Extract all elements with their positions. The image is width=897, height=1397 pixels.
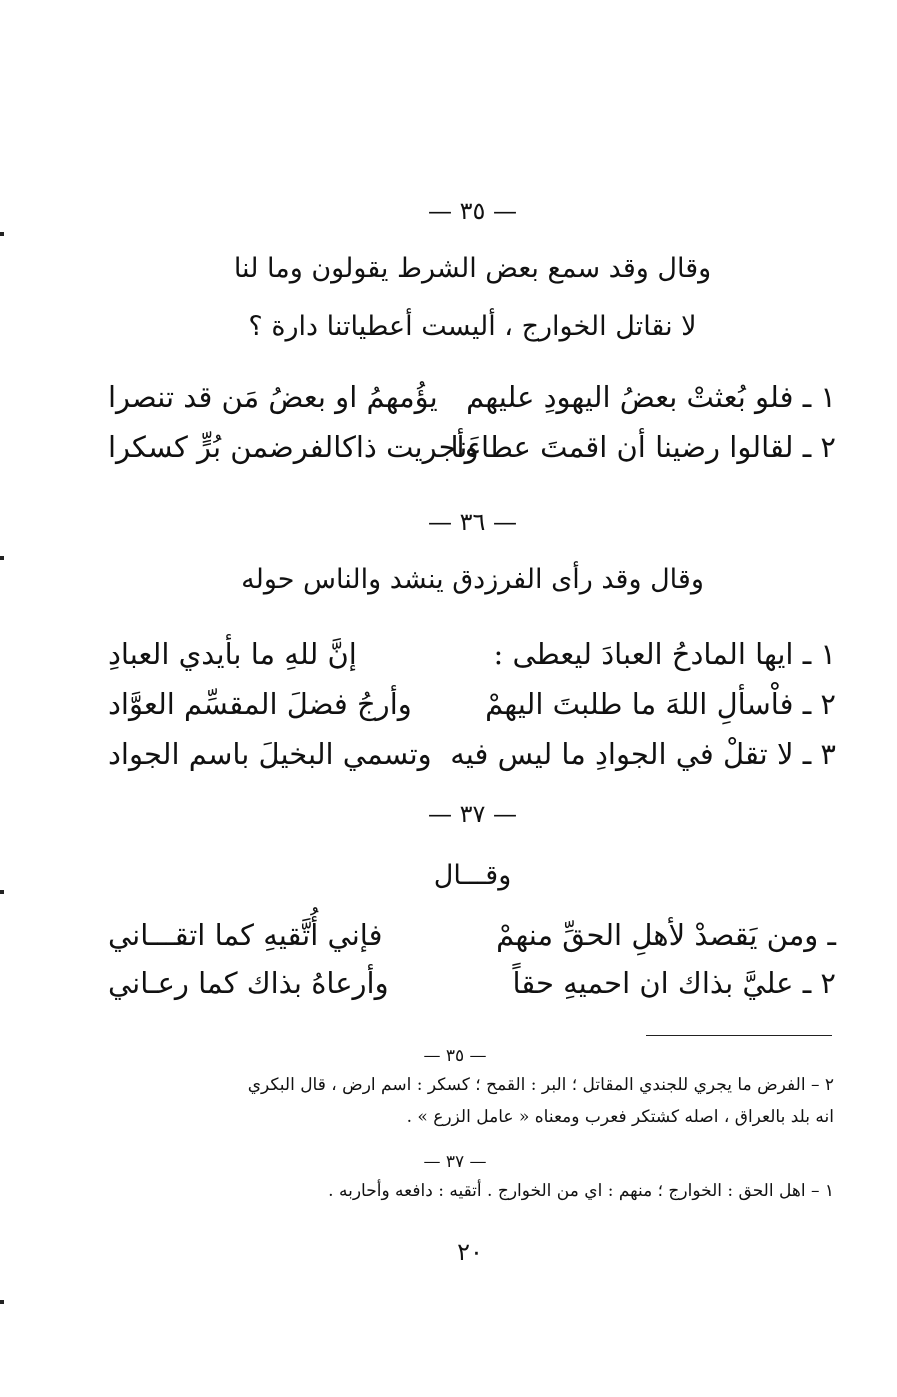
poem-intro-line: وقال وقد سمع بعض الشرط يقولون وما لنا <box>233 253 712 284</box>
verse-second-hemistich: إنَّ للهِ ما بأيدي العبادِ <box>108 637 357 671</box>
verse-second-hemistich: وتسمي البخيلَ باسم الجواد <box>108 737 432 771</box>
verse-first-hemistich: ٣ ـ لا تقلْ في الجوادِ ما ليس فيه <box>450 737 836 771</box>
footnote-line: ١ – اهل الحق : الخوارج ؛ منهم : اي من الخوارج . أتقيه : دافعه وأحاربه . <box>328 1181 834 1201</box>
verse <box>108 380 836 424</box>
verse-first-hemistich: ١ ـ فلو بُعثتْ بعضُ اليهودِ عليهم <box>466 380 836 414</box>
verse <box>108 637 836 681</box>
verse-second-hemistich: وأرعاهُ بذاك كما رعـاني <box>108 966 389 1000</box>
verse-second-hemistich: يؤُمهمُ او بعضُ مَن قد تنصرا <box>108 380 438 414</box>
verse <box>108 966 836 1010</box>
poem-intro-line: وقـــال <box>433 860 512 891</box>
verse-first-hemistich: ـ ومن يَقصدْ لأهلِ الحقِّ منهمْ <box>496 918 836 952</box>
footnote-separator <box>646 1035 832 1036</box>
scan-edge-mark <box>0 556 4 560</box>
verse-first-hemistich: ٢ ـ لقالوا رضينا أن اقمتَ عطاءَنا <box>450 430 836 464</box>
poem-intro-line: لا نقاتل الخوارج ، أليست أعطياتنا دارة ؟ <box>248 311 697 342</box>
footnote-line: ٢ – الفرض ما يجري للجندي المقاتل ؛ البر : القمح ؛ كسكر : اسم ارض ، قال البكري <box>247 1075 834 1095</box>
verse <box>108 918 836 962</box>
verse-second-hemistich: فإني أُتَّقيهِ كما اتقـــاني <box>108 918 383 952</box>
verse <box>108 687 836 731</box>
footnote-line: انه بلد بالعراق ، اصله كشتكر فعرب ومعناه « عامل الزرع » . <box>406 1107 834 1127</box>
scan-edge-mark <box>0 232 4 236</box>
verse <box>108 737 836 781</box>
poem-number: — ٣٧ — <box>427 800 518 828</box>
poem-number: — ٣٦ — <box>427 508 518 536</box>
verse-second-hemistich: وأرجُ فضلَ المقسِّم العوَّاد <box>108 687 412 721</box>
scan-edge-mark <box>0 890 4 894</box>
verse-first-hemistich: ٢ ـ عليَّ بذاك ان احميهِ حقاً <box>512 966 836 1000</box>
poem-intro-line: وقال وقد رأى الفرزدق ينشد والناس حوله <box>241 564 704 595</box>
scan-edge-mark <box>0 1300 4 1304</box>
footnote-poem-number: — ٣٥ — <box>423 1046 487 1066</box>
page-number: ٢٠ <box>457 1238 483 1266</box>
verse-first-hemistich: ٢ ـ فاْسألِ اللهَ ما طلبتَ اليهمْ <box>485 687 836 721</box>
verse-second-hemistich: وأجريت ذاكالفرضمن بُرٍّ كسكرا <box>108 430 479 464</box>
footnote-poem-number: — ٣٧ — <box>423 1152 487 1172</box>
verse <box>108 430 836 474</box>
poem-number: — ٣٥ — <box>427 197 518 225</box>
verse-first-hemistich: ١ ـ ايها المادحُ العبادَ ليعطى : <box>493 637 836 671</box>
